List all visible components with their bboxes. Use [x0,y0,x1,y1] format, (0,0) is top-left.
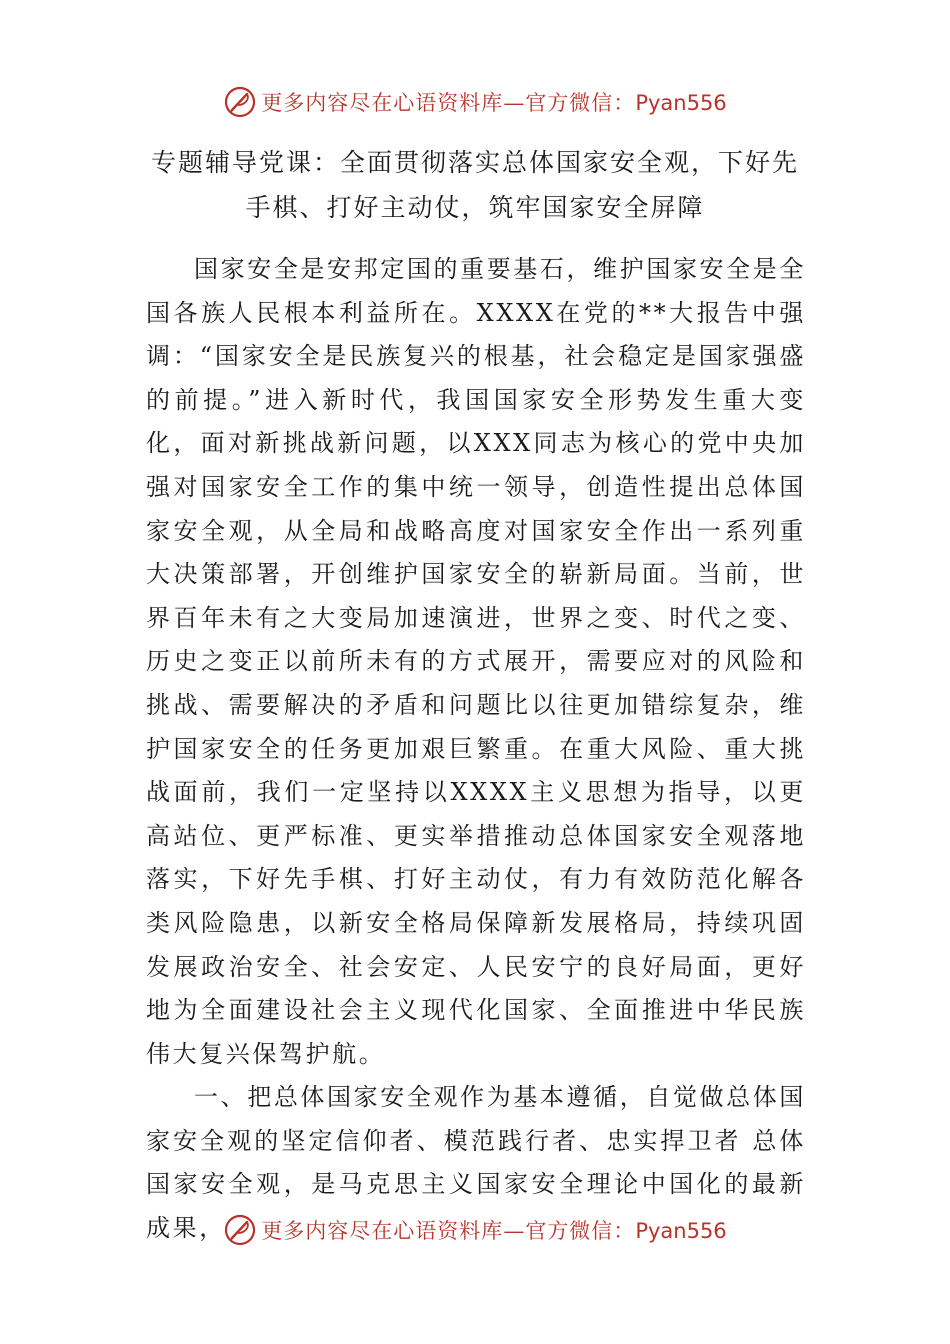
document-title: 专题辅导党课：全面贯彻落实总体国家安全观，下好先手棋、打好主动仗，筑牢国家安全屏障 [150,148,799,222]
banner-text [261,1215,726,1245]
quill-logo-icon [223,1213,257,1247]
banner-slogan: 更多内容尽在心语资料库 [261,1219,504,1243]
document-body [146,248,806,1251]
banner-slogan: 更多内容尽在心语资料库 [261,91,504,115]
banner-separator: — [503,91,526,115]
banner-text [261,87,726,117]
quill-logo-icon [223,85,257,119]
banner-wechat-id: Pyan556 [635,1219,727,1243]
banner-wechat-id: Pyan556 [635,91,727,115]
paragraph-1: 国家安全是安邦定国的重要基石，维护国家安全是全国各族人民根本利益所在。XXXX在党的**大报告中强调：“国家安全是民族复兴的根基，社会稳定是国家强盛的前提。”进入新时代，我国国家安全形势发生重大变化，面对新挑战新问题，以XXX同志为核心的党中央加强对国家安全工作的集中统一领导，创造性提出总体国家安全观，从全局和战略高度对国家安全作出一系列重大决策部署，开创维护国家安全的崭新局面。当前，世界百年未有之大变局加速演进，世界之变、时代之变、历史之变正以前所未有的方式展开，需要应对的风险和挑战、需要解决的矛盾和问题比以往更加错综复杂，维护国家安全的任务更加艰巨繁重。在重大风险、重大挑战面前，我们一定坚持以XXXX主义思想为指导，以更高站位、更严标准、更实举措推动总体国家安全观落地落实，下好先手棋、打好主动仗，有力有效防范化解各类风险隐患，以新安全格局保障新发展格局，持续巩固发展政治安全、社会安定、人民安宁的良好局面，更好地为全面建设社会主义现代化国家、全面推进中华民族伟大复兴保驾护航。 [146,255,806,1068]
paragraph-2: 一、把总体国家安全观作为基本遵循，自觉做总体国家安全观的坚定信仰者、模范践行者、忠实捍卫者 总体国家安全观，是马克思主义国家安全理论中国化的最新成果， [146,1083,806,1243]
banner-wechat-label: 官方微信： [525,1219,636,1243]
footer-banner [0,1210,950,1250]
banner-separator: — [503,1219,526,1243]
banner-wechat-label: 官方微信： [525,91,636,115]
header-banner [0,82,950,122]
